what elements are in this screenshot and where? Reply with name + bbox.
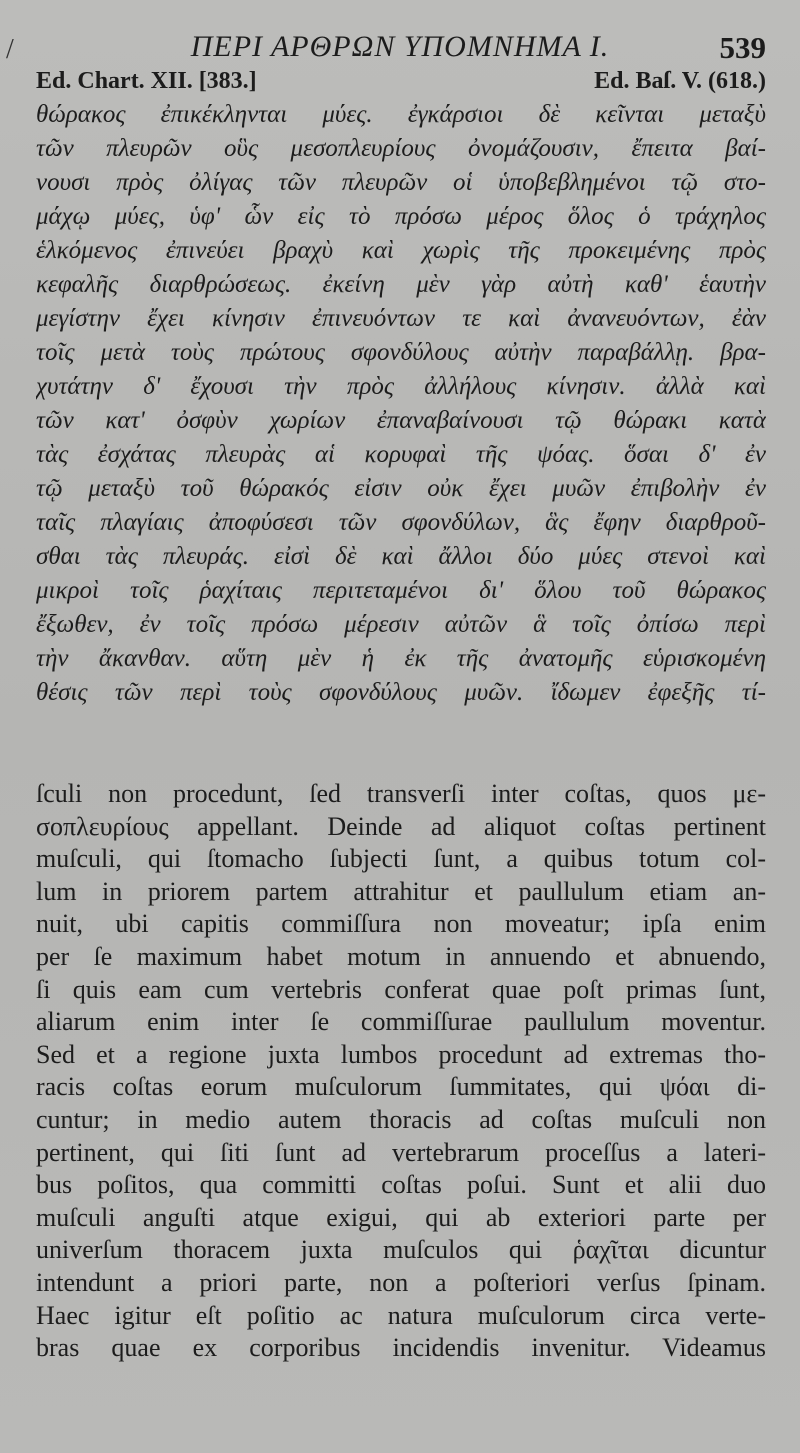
- page-number: 539: [719, 30, 766, 65]
- greek-line: μάχῳ μύες, ὑφ' ὧν εἰς τὸ πρόσω μέρος ὅλος ὁ τράχηλος: [36, 203, 766, 230]
- edition-reference-right: Ed. Baſ. V. (618.): [594, 68, 766, 94]
- greek-line: θέσις τῶν περὶ τοὺς σφονδύλους μυῶν. ἴδωμεν ἐφεξῆς τί-: [36, 679, 766, 706]
- edition-reference-left: Ed. Chart. XII. [383.]: [36, 68, 257, 94]
- greek-line: μεγίστην ἔχει κίνησιν ἐπινευόντων τε καὶ ἀνανευόντων, ἐὰν: [36, 305, 766, 332]
- latin-line: intendunt a priori parte, non a poſteriori verſus ſpinam.: [36, 1267, 766, 1297]
- latin-line: lum in priorem partem attrahitur et paullulum etiam an-: [36, 876, 766, 906]
- latin-line: σοπλευρίους appellant. Deinde ad aliquot coſtas pertinent: [36, 811, 766, 841]
- latin-line: pertinent, qui ſiti ſunt ad vertebrarum proceſſus a lateri-: [36, 1137, 766, 1167]
- margin-mark: /: [6, 34, 14, 65]
- greek-line: σθαι τὰς πλευράς. εἰσὶ δὲ καὶ ἄλλοι δύο μύες στενοὶ καὶ: [36, 543, 766, 570]
- greek-text-block: [36, 98, 766, 710]
- latin-line: racis coſtas eorum muſculorum ſummitates, qui ψόαι di-: [36, 1072, 766, 1102]
- greek-line: τῶν πλευρῶν οὓς μεσοπλευρίους ὀνομάζουσιν, ἔπειτα βαί-: [36, 135, 766, 162]
- latin-line: Haec igitur eſt poſitio ac natura muſculorum circa verte-: [36, 1300, 766, 1330]
- greek-line: ταῖς πλαγίαις ἀποφύσεσι τῶν σφονδύλων, ἃς ἔφην διαρθροῦ-: [36, 509, 766, 536]
- greek-line: τὴν ἄκανθαν. αὕτη μὲν ἡ ἐκ τῆς ἀνατομῆς εὑρισκομένη: [36, 645, 766, 672]
- latin-line: Sed et a regione juxta lumbos procedunt ad extremas tho-: [36, 1039, 766, 1069]
- latin-line: aliarum enim inter ſe commiſſurae paullulum moventur.: [36, 1007, 766, 1037]
- greek-line: χυτάτην δ' ἔχουσι τὴν πρὸς ἀλλήλους κίνησιν. ἀλλὰ καὶ: [36, 373, 766, 400]
- greek-line: τὰς ἐσχάτας πλευρὰς αἱ κορυφαὶ τῆς ψόας. ὅσαι δ' ἐν: [36, 441, 766, 468]
- latin-line: bus poſitos, qua committi coſtas poſui. Sunt et alii duo: [36, 1170, 766, 1200]
- latin-line: nuit, ubi capitis commiſſura non moveatur; ipſa enim: [36, 909, 766, 939]
- latin-line: cuntur; in medio autem thoracis ad coſtas muſculi non: [36, 1104, 766, 1134]
- greek-line: τοῖς μετὰ τοὺς πρώτους σφονδύλους αὐτὴν παραβάλλῃ. βρα-: [36, 339, 766, 366]
- greek-line: νουσι πρὸς ὀλίγας τῶν πλευρῶν οἱ ὑποβεβλημένοι τῷ στο-: [36, 169, 766, 196]
- greek-line: θώρακος ἐπικέκληνται μύες. ἐγκάρσιοι δὲ κεῖνται μεταξὺ: [36, 101, 766, 128]
- running-title: ΠΕΡΙ ΑΡΘΡΩΝ ΥΠΟΜΝΗΜΑ Ι.: [190, 30, 610, 63]
- greek-line: μικροὶ τοῖς ῥαχίταις περιτεταμένοι δι' ὅλου τοῦ θώρακος: [36, 577, 766, 604]
- greek-line: ἔξωθεν, ἐν τοῖς πρόσω μέρεσιν αὐτῶν ἃ τοῖς ὀπίσω περὶ: [36, 611, 766, 638]
- latin-text-block: [36, 778, 766, 1365]
- greek-line: ἑλκόμενος ἐπινεύει βραχὺ καὶ χωρὶς τῆς προκειμένης πρὸς: [36, 237, 766, 264]
- latin-line: univerſum thoracem juxta muſculos qui ῥαχῖται dicuntur: [36, 1235, 766, 1265]
- latin-line: bras quae ex corporibus incidendis invenitur. Videamus: [36, 1333, 766, 1363]
- greek-line: τῷ μεταξὺ τοῦ θώρακός εἰσιν οὐκ ἔχει μυῶν ἐπιβολὴν ἐν: [36, 475, 766, 502]
- greek-line: κεφαλῆς διαρθρώσεως. ἐκείνη μὲν γὰρ αὐτὴ καθ' ἑαυτὴν: [36, 271, 766, 298]
- latin-line: ſi quis eam cum vertebris conferat quae poſt primas ſunt,: [36, 974, 766, 1004]
- latin-line: ſculi non procedunt, ſed transverſi inter coſtas, quos με-: [36, 779, 766, 808]
- latin-line: muſculi anguſti atque exigui, qui ab exteriori parte per: [36, 1202, 766, 1232]
- greek-line: τῶν κατ' ὀσφὺν χωρίων ἐπαναβαίνουσι τῷ θώρακι κατὰ: [36, 407, 766, 434]
- latin-line: per ſe maximum habet motum in annuendo et abnuendo,: [36, 941, 766, 971]
- latin-line: muſculi, qui ſtomacho ſubjecti ſunt, a quibus totum col-: [36, 844, 766, 874]
